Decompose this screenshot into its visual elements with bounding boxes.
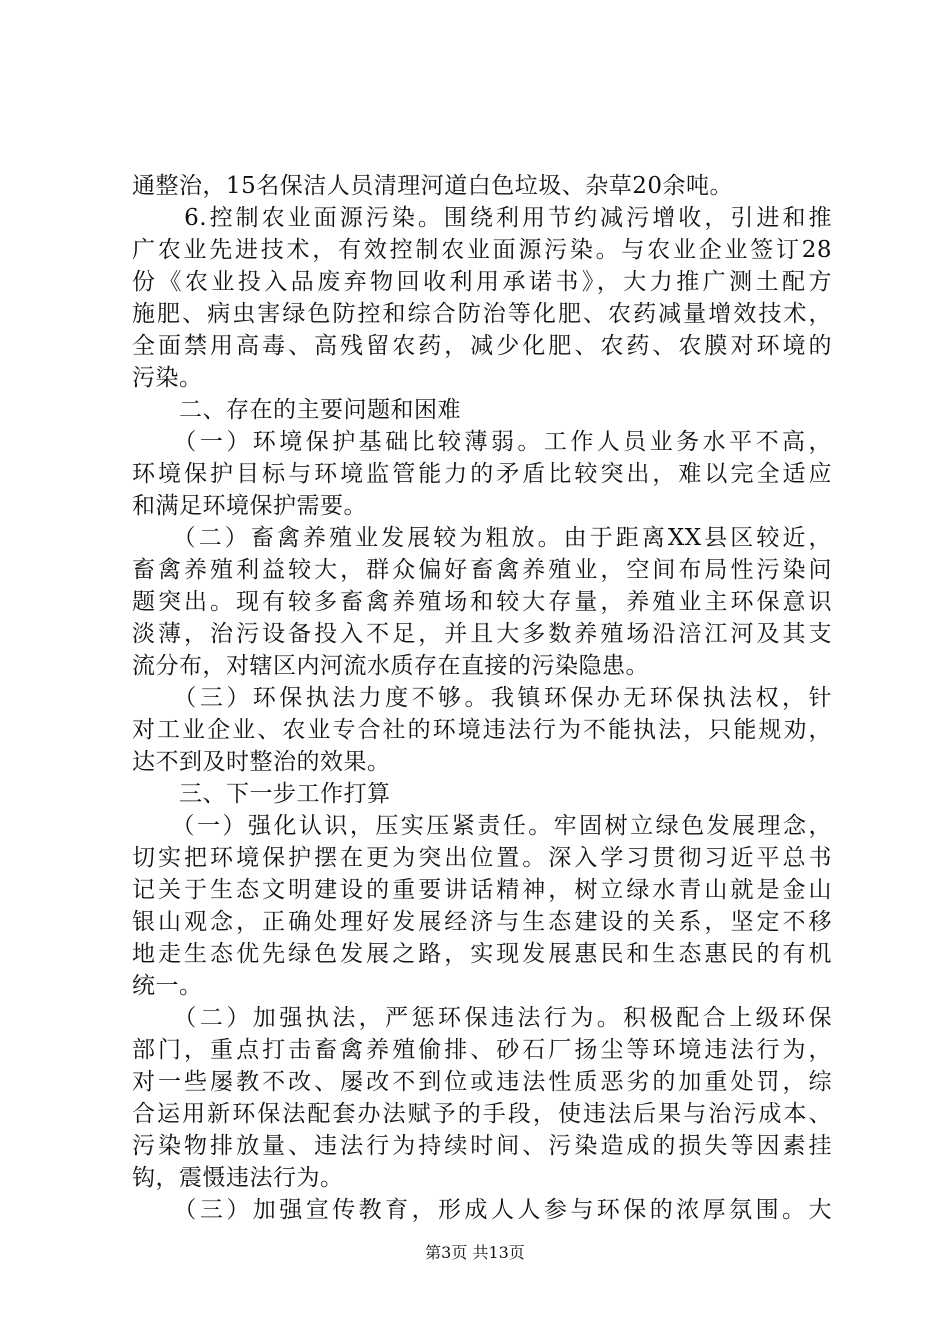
text-line: 部门，重点打击畜禽养殖偷排、砂石厂扬尘等环境违法行为， xyxy=(132,1037,832,1063)
text-line: 环境保护目标与环境监管能力的矛盾比较突出，难以完全适应 xyxy=(132,461,832,487)
text-line: 施肥、病虫害绿色防控和综合防治等化肥、农药减量增效技术， xyxy=(132,301,832,327)
text-line: （一）强化认识，压实压紧责任。牢固树立绿色发展理念， xyxy=(132,813,832,839)
document-body xyxy=(132,170,832,1226)
text-line: 全面禁用高毒、高残留农药，减少化肥、农药、农膜对环境的 xyxy=(132,333,832,359)
text-line: 统一。 xyxy=(132,973,203,999)
text-line: 达不到及时整治的效果。 xyxy=(132,749,391,775)
text-line: （一）环境保护基础比较薄弱。工作人员业务水平不高， xyxy=(132,429,832,455)
text-line: 淡薄，治污设备投入不足，并且大多数养殖场沿涪江河及其支 xyxy=(132,621,832,647)
text-line: 记关于生态文明建设的重要讲话精神，树立绿水青山就是金山 xyxy=(132,877,832,903)
text-line: 污染物排放量、违法行为持续时间、污染造成的损失等因素挂 xyxy=(132,1133,832,1159)
text-line: 地走生态优先绿色发展之路，实现发展惠民和生态惠民的有机 xyxy=(132,941,832,967)
text-line: （三）加强宣传教育，形成人人参与环保的浓厚氛围。大 xyxy=(132,1197,832,1223)
text-line: 和满足环境保护需要。 xyxy=(132,493,367,519)
page-footer: 第3页 共13页 xyxy=(425,1243,525,1262)
text-line: 污染。 xyxy=(132,365,203,391)
text-line: 流分布，对辖区内河流水质存在直接的污染隐患。 xyxy=(132,653,649,679)
text-line: 6.控制农业面源污染。围绕利用节约减污增收，引进和推 xyxy=(132,205,832,231)
text-line: （二）加强执法，严惩环保违法行为。积极配合上级环保 xyxy=(132,1005,832,1031)
text-line: 三、下一步工作打算 xyxy=(132,781,391,807)
text-line: 广农业先进技术，有效控制农业面源污染。与农业企业签订28 xyxy=(132,237,832,263)
text-line: 合运用新环保法配套办法赋予的手段，使违法后果与治污成本、 xyxy=(132,1101,832,1127)
text-line: 份《农业投入品废弃物回收利用承诺书》，大力推广测土配方 xyxy=(132,269,832,295)
text-line: 钩，震慑违法行为。 xyxy=(132,1165,344,1191)
text-line: 通整治，15名保洁人员清理河道白色垃圾、杂草20余吨。 xyxy=(132,173,734,199)
text-line: 二、存在的主要问题和困难 xyxy=(132,397,461,423)
text-line: 题突出。现有较多畜禽养殖场和较大存量，养殖业主环保意识 xyxy=(132,589,832,615)
text-line: （二）畜禽养殖业发展较为粗放。由于距离XX县区较近， xyxy=(132,525,832,551)
text-line: （三）环保执法力度不够。我镇环保办无环保执法权，针 xyxy=(132,685,832,711)
text-line: 切实把环境保护摆在更为突出位置。深入学习贯彻习近平总书 xyxy=(132,845,832,871)
text-line: 对工业企业、农业专合社的环境违法行为不能执法，只能规劝， xyxy=(132,717,832,743)
text-line: 对一些屡教不改、屡改不到位或违法性质恶劣的加重处罚，综 xyxy=(132,1069,832,1095)
text-line: 银山观念，正确处理好发展经济与生态建设的关系，坚定不移 xyxy=(132,909,832,935)
text-line: 畜禽养殖利益较大，群众偏好畜禽养殖业，空间布局性污染问 xyxy=(132,557,832,583)
